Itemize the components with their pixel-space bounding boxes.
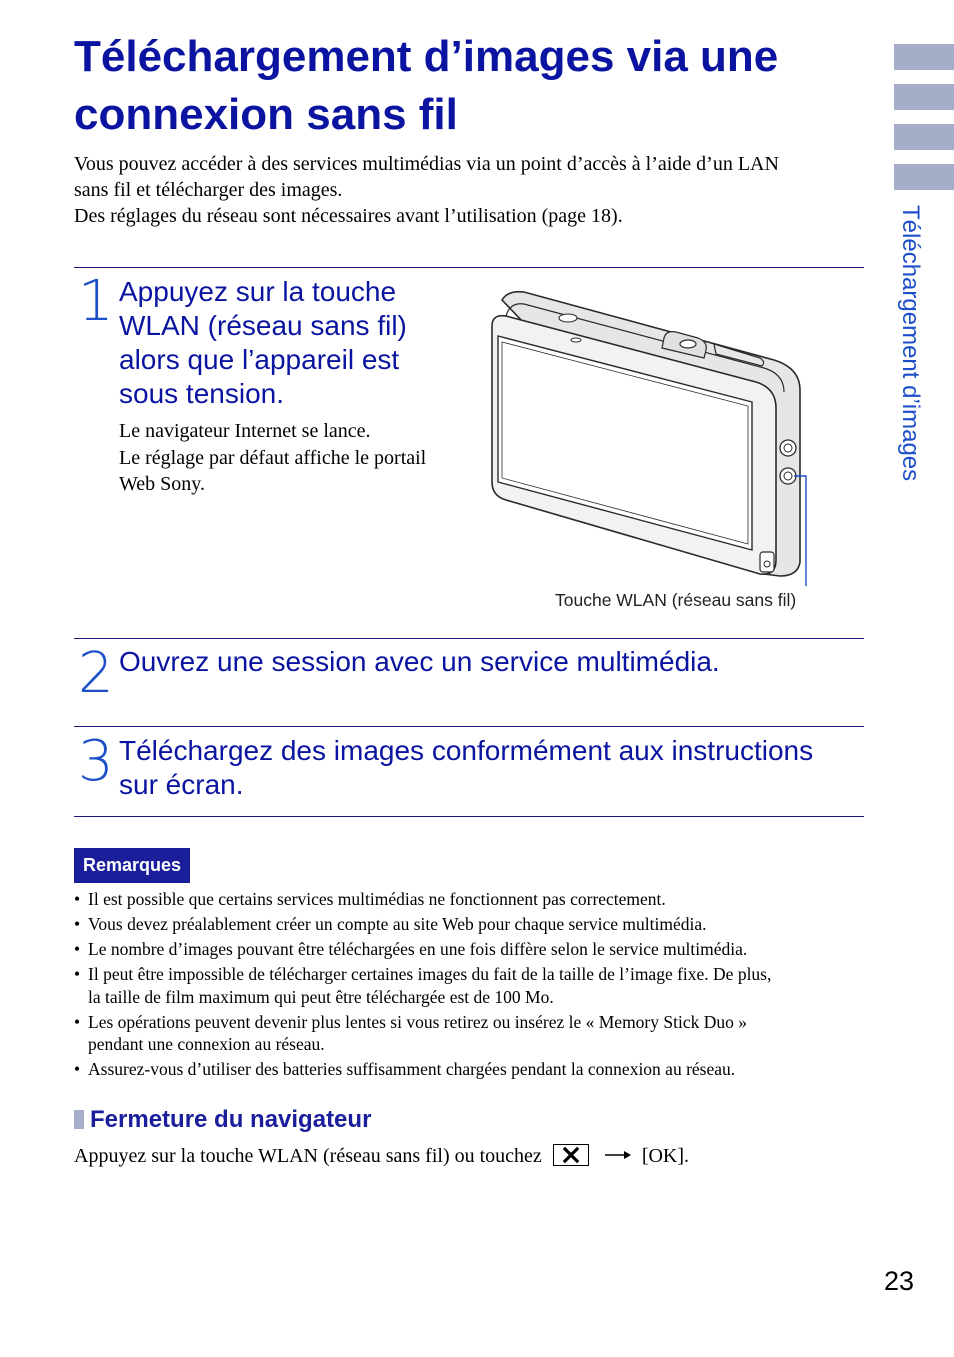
page-number: 23 [884,1266,915,1296]
step-line: WLAN (réseau sans fil) [119,310,407,341]
step-detail-line: Le réglage par défaut affiche le portail [119,446,427,469]
wlan-button-icon [780,468,796,484]
close-instruction [74,1143,689,1169]
bullet: • [74,1011,81,1032]
step-number: 1 [78,269,114,334]
list-item [74,963,864,1008]
section-heading [74,1106,371,1134]
right-arrow-icon [604,1149,632,1161]
close-instruction-text: Appuyez sur la touche WLAN (réseau sans fil) ou touchez [74,1145,542,1167]
list-item [74,1058,864,1081]
intro-line: sans fil et télécharger des images. [74,179,343,201]
remarques-badge: Remarques [74,848,190,883]
illustration-caption: Touche WLAN (réseau sans fil) [555,590,797,610]
bullet: • [74,1059,81,1079]
step-instruction [119,734,864,802]
bullet: • [74,964,81,984]
divider [74,638,864,639]
intro-paragraph [74,151,874,229]
list-item-text: la taille de film maximum qui peut être téléchargée est de 100 Mo. [88,986,554,1007]
chapter-tab-active [894,164,954,190]
list-item [74,888,864,911]
step-instruction [119,275,479,411]
list-item [74,1011,864,1056]
page-title [74,28,854,144]
list-item [74,938,864,961]
bullet: • [74,914,81,934]
step-line: Ouvrez une session avec un service multimédia. [119,646,720,677]
page-title-line: Téléchargement d’images via une [74,32,779,81]
bullet: • [74,939,81,959]
close-x-icon [553,1144,589,1166]
camera-illustration [484,286,814,586]
divider [74,816,864,817]
step-details [119,418,479,498]
step-line: sous tension. [119,378,284,409]
list-item-text: Le nombre d’images pouvant être téléchargées en une fois diffère selon le service multimédia. [88,939,748,959]
step-line: Téléchargez des images conformément aux instructions [119,735,814,766]
step-detail-line: Le navigateur Internet se lance. [119,420,371,442]
intro-line: Vous pouvez accéder à des services multimédias via un point d’accès à l’aide d’un LAN [74,153,779,175]
step-line: Appuyez sur la touche [119,276,397,307]
list-item-text: pendant une connexion au réseau. [88,1034,325,1054]
step-line: alors que l’appareil est [119,344,400,375]
chapter-tab [894,44,954,70]
side-section-label: Téléchargement d’images [897,205,924,482]
list-item-text: Il est possible que certains services multimédias ne fonctionnent pas correctement. [88,889,666,909]
remarques-list [74,888,864,1083]
chapter-tab [894,84,954,110]
list-item-text: Assurez-vous d’utiliser des batteries suffisamment chargées pendant la connexion au réseau. [88,1059,736,1079]
bullet: • [74,889,81,909]
divider [74,267,864,268]
divider [74,726,864,727]
intro-line: Des réglages du réseau sont nécessaires avant l’utilisation (page 18). [74,205,623,227]
list-item-text: Vous devez préalablement créer un compte au site Web pour chaque service multimédia. [88,914,707,934]
chapter-tab [894,124,954,150]
section-heading-text: Fermeture du navigateur [90,1106,372,1133]
list-item [74,913,864,936]
step-detail-line: Web Sony. [119,473,205,495]
step-number: 2 [78,641,114,706]
list-item-text: Il peut être impossible de télécharger certaines images du fait de la taille de l’image fixe. De plus, [88,964,772,984]
step-line: sur écran. [119,769,244,800]
list-item-text: Les opérations peuvent devenir plus lentes si vous retirez ou insérez le « Memory Stick Duo » [88,1011,748,1032]
close-instruction-ok: [OK]. [641,1145,690,1167]
page-title-line: connexion sans fil [74,90,458,139]
heading-marker [74,1110,84,1129]
step-number: 3 [78,729,114,794]
step-instruction [119,645,859,679]
